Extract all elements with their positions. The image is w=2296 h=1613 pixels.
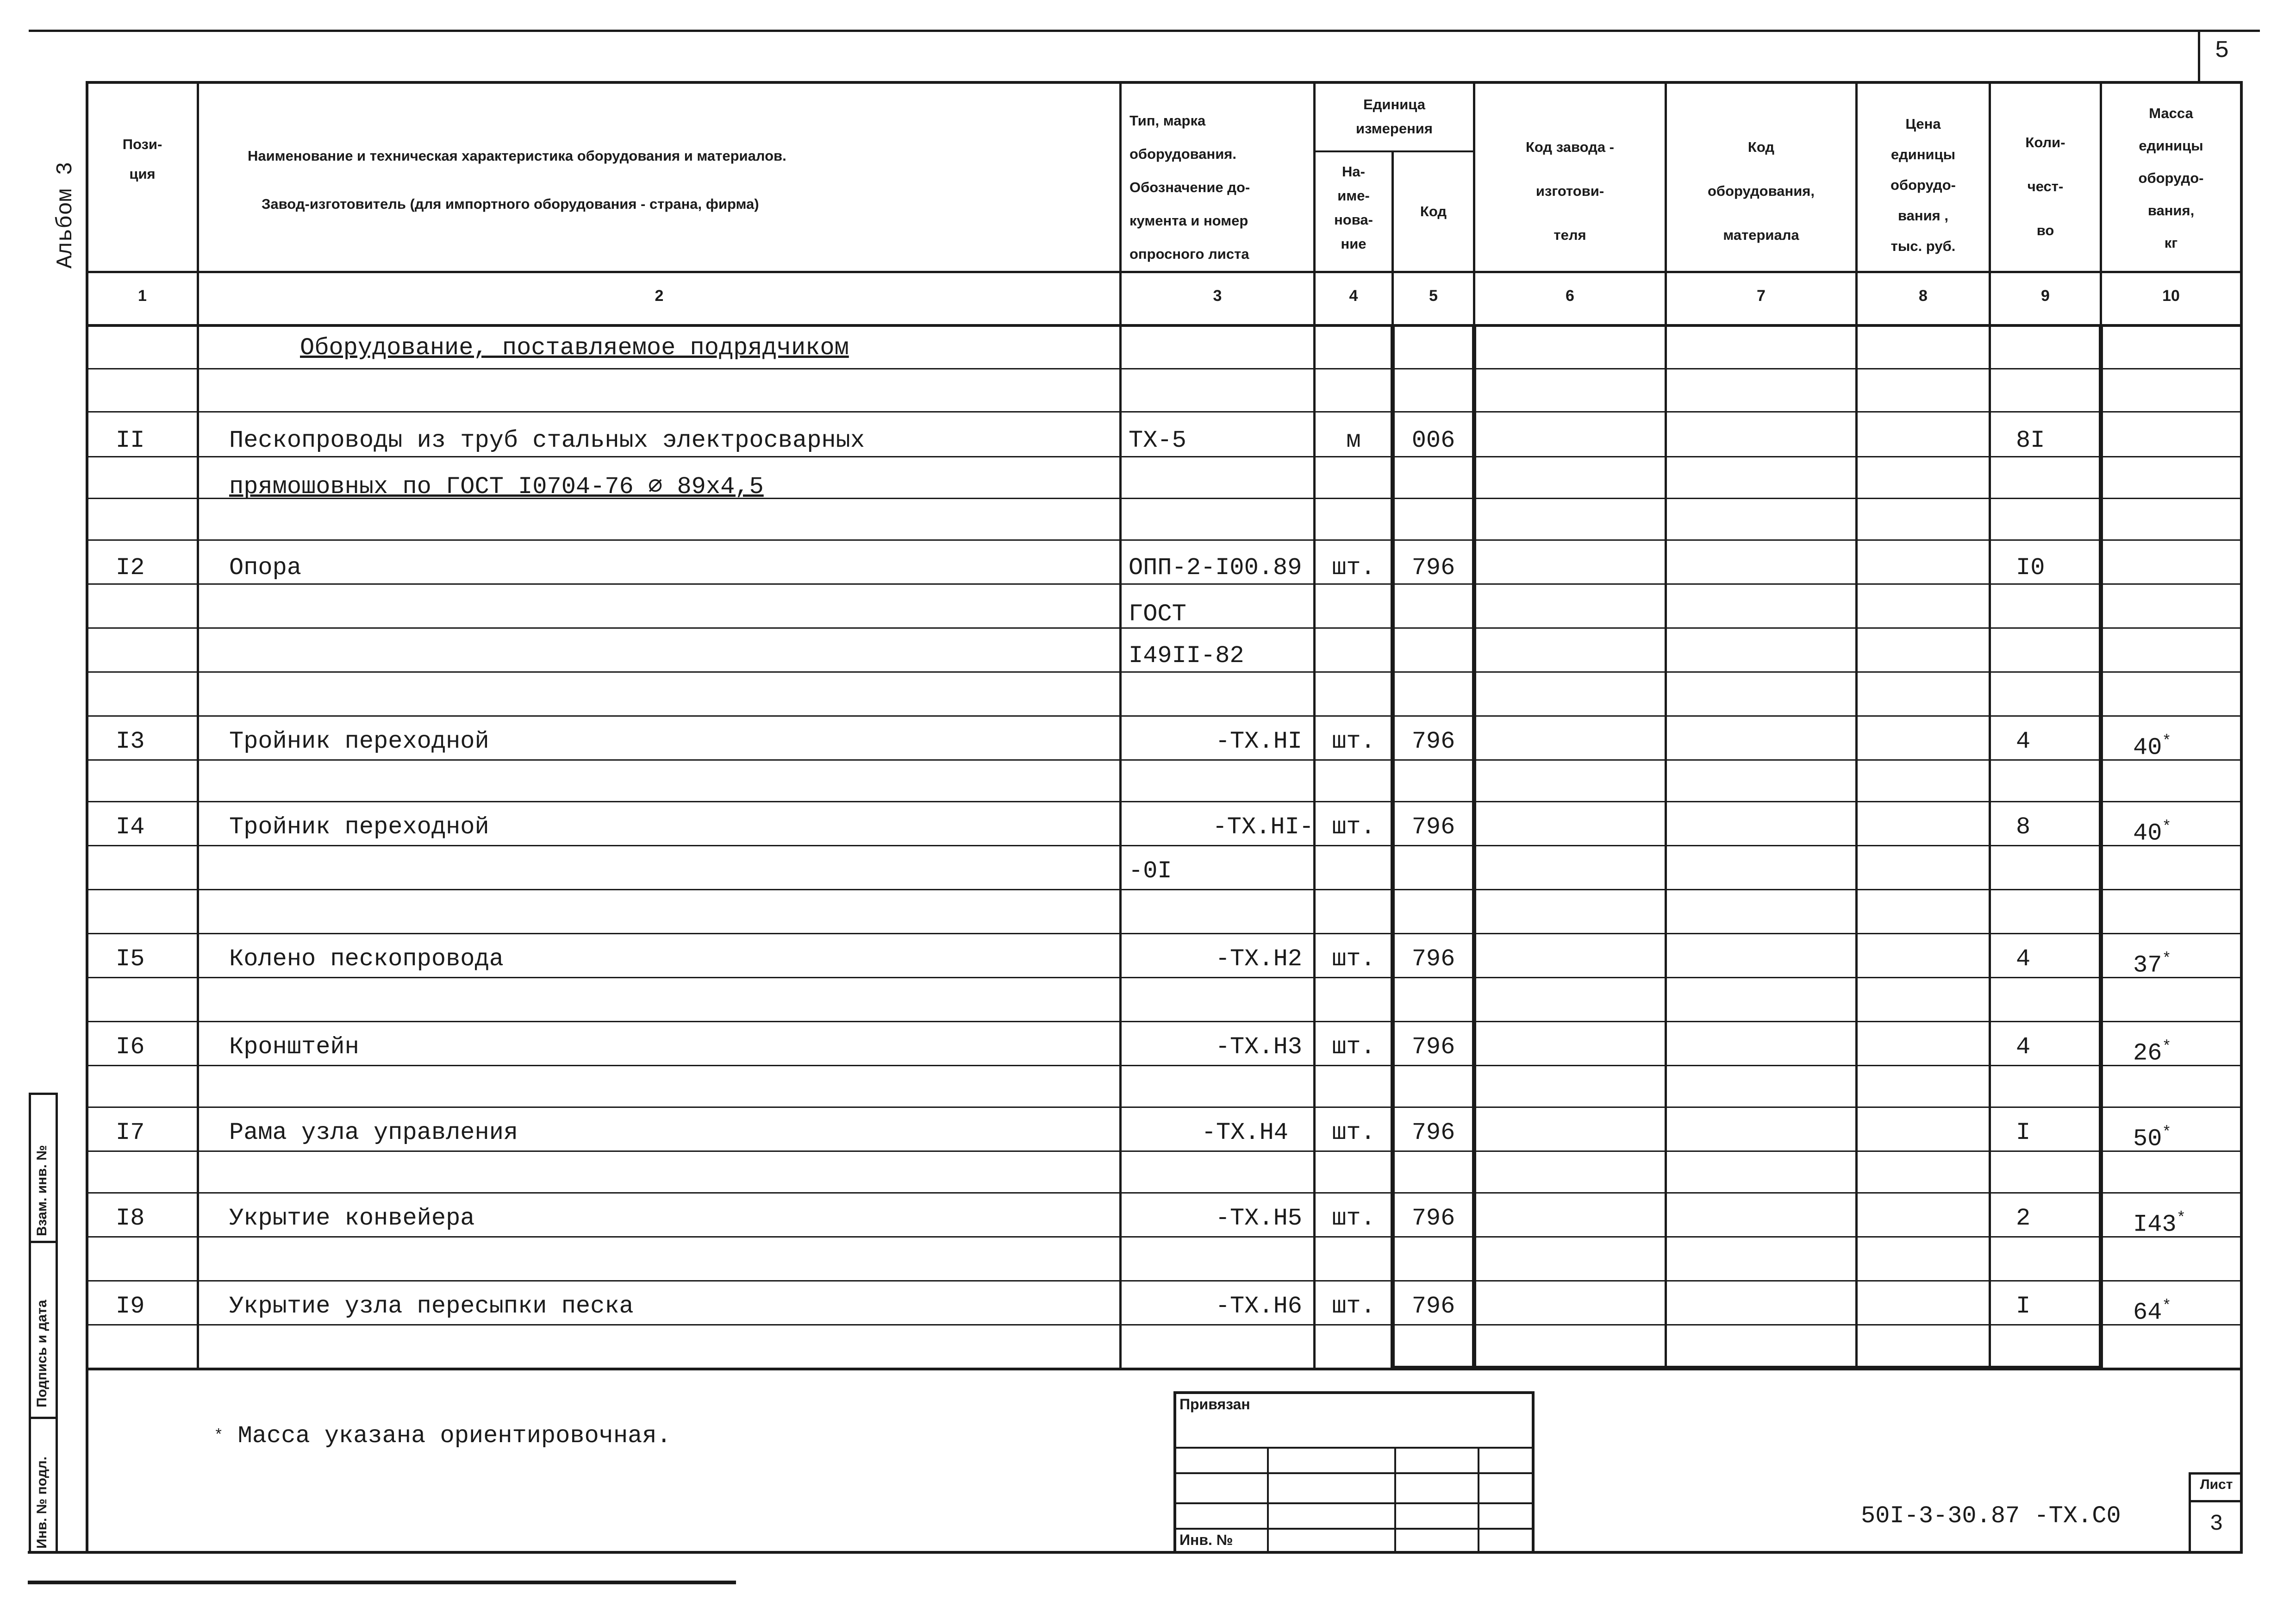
header-col4: На- име- нова- ние [1334,163,1373,252]
header-col2: Наименование и техническая характеристика оборудования и материалов. Завод-изготовитель (для импортного оборудования - страна, фирма) [248,148,786,212]
stamp-inv-no: Инв. № [1179,1532,1233,1548]
row-code: 796 [1411,945,1455,973]
row-name: Укрытие конвейера [229,1205,475,1232]
col-number: 6 [1566,287,1574,305]
row-qty: 8 [2016,813,2031,841]
row-line [86,1065,2243,1066]
col-number: 2 [655,287,664,305]
row-unit: шт. [1332,1033,1375,1061]
row-position: I7 [116,1119,145,1146]
list-number: 3 [2209,1512,2223,1537]
col-line-7 [1855,81,1858,1370]
row-code: 796 [1411,1033,1455,1061]
row-line [86,368,2243,369]
row-unit: м [1346,427,1361,454]
stamp-col-line [1478,1447,1479,1553]
header-col6: Код завода - изготови- теля [1525,139,1614,243]
row-position: I3 [116,728,145,755]
list-label: Лист [2200,1477,2233,1492]
row-line [86,715,2243,717]
stamp-row-line [1173,1528,1535,1530]
row-position: I2 [116,554,145,581]
col-number: 5 [1429,287,1438,305]
footnote: * Масса указана ориентировочная. [214,1422,671,1450]
row-line [86,1324,2243,1325]
row-mass: 50* [2133,1124,2171,1153]
row-qty: 4 [2016,1033,2031,1061]
side-col-left [29,1093,31,1553]
row-line [86,1021,2243,1022]
document-code: 50I-3-30.87 -ТХ.С0 [1861,1502,2121,1530]
side-col-div2 [29,1417,58,1419]
row-mass: 26* [2133,1038,2171,1067]
row-line [86,539,2243,541]
stamp-inv-podl: Инв. № подл. [34,1456,50,1549]
row-line [86,933,2243,934]
numbers-bottom-line [86,324,2243,327]
col-line-1 [197,81,199,1370]
row-code: 006 [1411,427,1455,454]
row-line [86,1150,2243,1152]
row-line [86,411,2243,413]
row-type: -ТХ.НI- [1212,813,1314,841]
row-code: 796 [1411,728,1455,755]
side-col-div1 [29,1241,58,1243]
frame-right [2240,81,2243,1553]
row-name-cont: прямошовных по ГОСТ I0704-76 ∅ 89х4,5 [229,473,764,500]
row-line [86,1107,2243,1108]
row-mass: 37* [2133,950,2171,979]
qty-col-bold-right [2099,324,2103,1370]
header-col9: Коли- чест- во [2025,134,2065,238]
row-line [86,977,2243,978]
row-qty: I0 [2016,554,2045,581]
row-name: Тройник переходной [229,813,489,841]
row-type-cont: I49II-82 [1129,642,1244,669]
row-code: 796 [1411,1119,1455,1146]
stamp-col-line [1267,1447,1269,1553]
col-line-6 [1665,81,1667,1370]
row-name: Рама узла управления [229,1119,518,1146]
col-number: 10 [2162,287,2180,305]
col-number: 1 [138,287,147,305]
row-line [86,456,2243,457]
row-type: ОПП-2-I00.89 [1129,554,1302,581]
col-number: 3 [1213,287,1222,305]
stamp-row-line [1173,1447,1535,1449]
header-col3: Тип, марка оборудования. Обозначение до- кумента и номер опросного листа [1129,113,1250,262]
col-number: 9 [2041,287,2050,305]
row-unit: шт. [1332,1293,1375,1320]
row-mass: 64* [2133,1298,2171,1326]
header-col5: Код [1420,203,1447,219]
row-name: Опора [229,554,302,581]
stamp-privyazan: Привязан [1179,1396,1250,1413]
stamp-col-line [1394,1447,1396,1553]
row-line [86,801,2243,802]
row-mass: I43* [2133,1210,2186,1238]
row-code: 796 [1411,554,1455,581]
header-col7: Код оборудования, материала [1707,139,1815,243]
sheet-number-top: 5 [2215,37,2229,64]
row-type: -ТХ.Н2 [1215,945,1302,973]
row-type: -ТХ.НI [1215,728,1302,755]
col-number: 8 [1919,287,1928,305]
row-line [86,759,2243,761]
section-title: Оборудование, поставляемое подрядчиком [300,334,849,362]
list-box-left [2189,1472,2191,1553]
row-unit: шт. [1332,945,1375,973]
row-line [86,1192,2243,1194]
row-unit: шт. [1332,728,1375,755]
row-position: I5 [116,945,145,973]
row-line [86,845,2243,846]
row-name: Пескопроводы из труб стальных электросварных [229,427,865,454]
col-number: 4 [1349,287,1358,305]
row-position: I4 [116,813,145,841]
row-position: I9 [116,1293,145,1320]
row-qty: 4 [2016,728,2031,755]
row-name: Кронштейн [229,1033,359,1061]
row-line [86,1280,2243,1282]
row-code: 796 [1411,813,1455,841]
side-col-right [56,1093,58,1553]
stamp-row-line [1173,1472,1535,1474]
row-position: I6 [116,1033,145,1061]
row-qty: 2 [2016,1205,2031,1232]
side-col-top [29,1093,58,1095]
row-line [86,583,2243,585]
row-unit: шт. [1332,1205,1375,1232]
list-box-top [2189,1472,2242,1475]
row-position: II [116,427,145,454]
row-type: ТХ-5 [1129,427,1186,454]
row-mass: 40* [2133,819,2171,847]
row-type: -ТХ.Н3 [1215,1033,1302,1061]
row-type: -ТХ.Н5 [1215,1205,1302,1232]
row-qty: 8I [2016,427,2045,454]
col-number: 7 [1757,287,1766,305]
row-unit: шт. [1332,1119,1375,1146]
row-line [86,889,2243,890]
stamp-row-line [1173,1502,1535,1504]
row-name: Укрытие узла пересыпки песка [229,1293,634,1320]
header-unit-group: Единица измерения [1356,96,1433,137]
bottom-rule [28,1581,736,1584]
header-col8: Цена единицы оборудо- вания , тыс. руб. [1890,116,1956,254]
row-line [86,671,2243,673]
row-qty: 4 [2016,945,2031,973]
row-type-cont: ГОСТ [1129,600,1186,628]
stamp-podpis-data: Подпись и дата [34,1300,50,1407]
top-border [29,30,2260,32]
col-line-2 [1119,81,1122,1370]
row-name: Колено пескопровода [229,945,504,973]
frame-bottom [28,1551,2243,1554]
header-bottom-line [86,271,2243,273]
row-mass: 40* [2133,733,2171,762]
header-col10: Масса единицы оборудо- вания, кг [2138,105,2204,251]
row-code: 796 [1411,1205,1455,1232]
row-type: -ТХ.Н4 [1201,1119,1288,1146]
bold-block-bottom [1391,1366,2103,1370]
row-unit: шт. [1332,554,1375,581]
row-type-cont: -0I [1129,857,1172,885]
stamp-outline-top [1173,1391,1535,1394]
stamp-vzam-inv: Взам. инв. № [34,1145,50,1236]
row-name: Тройник переходной [229,728,489,755]
album-label: Альбом 3 [53,162,78,269]
row-qty: I [2016,1293,2031,1320]
header-col1: Пози- ция [122,136,162,182]
row-qty: I [2016,1119,2031,1146]
row-unit: шт. [1332,813,1375,841]
row-type: -ТХ.Н6 [1215,1293,1302,1320]
row-code: 796 [1411,1293,1455,1320]
row-line [86,1236,2243,1238]
frame-top [86,81,2243,84]
list-box-mid [2189,1500,2242,1502]
col-line-3 [1313,81,1316,1370]
sheet-box-left [2198,30,2200,83]
row-position: I8 [116,1205,145,1232]
col-line-8 [1989,81,1991,1370]
